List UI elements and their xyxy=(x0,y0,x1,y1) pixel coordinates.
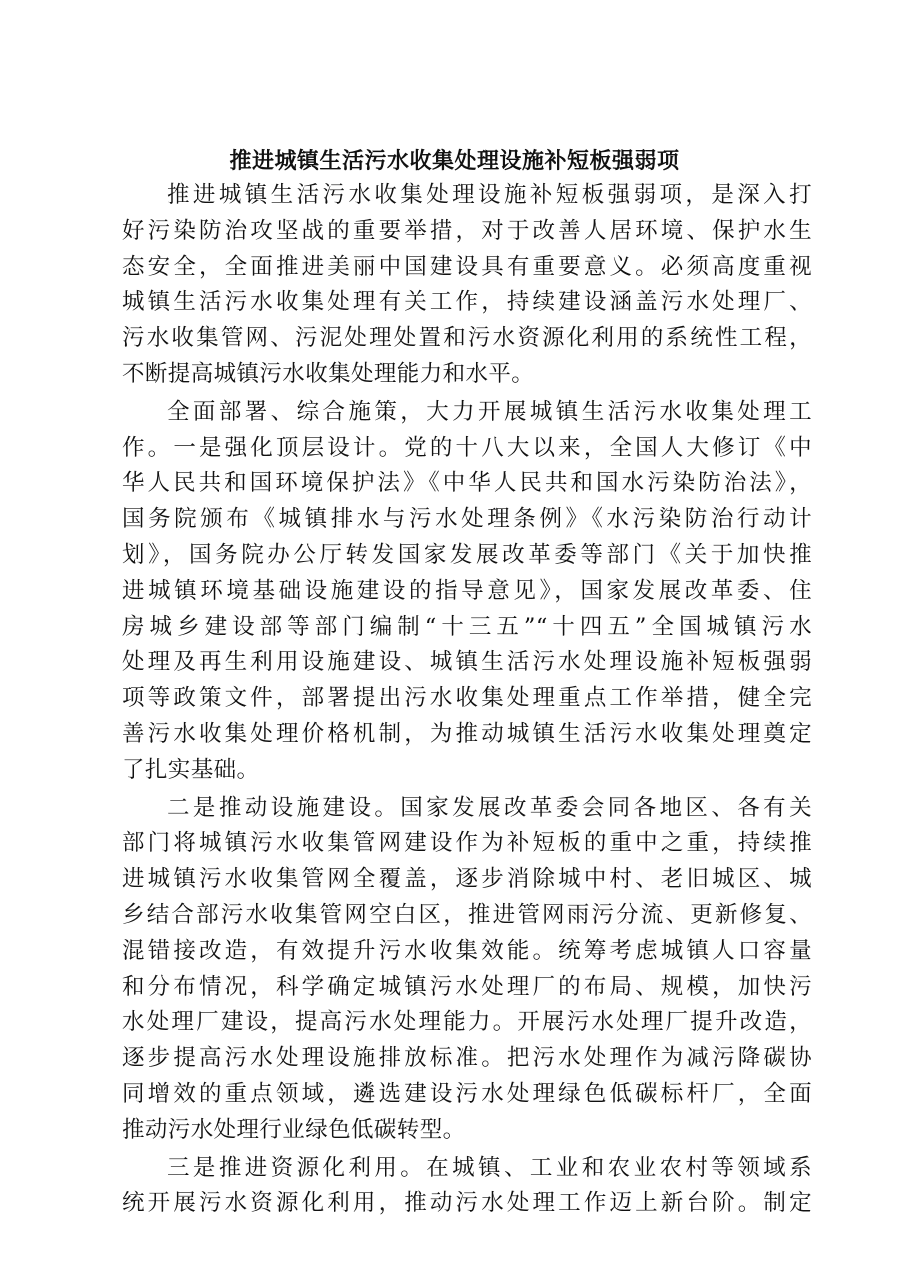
text-line: 和分布情况，科学确定城镇污水处理厂的布局、规模，加快污 xyxy=(122,973,812,1000)
text-line: 好污染防治攻坚战的重要举措，对于改善人居环境、保护水生 xyxy=(122,217,812,244)
text-line: 城镇生活污水收集处理有关工作，持续建设涵盖污水处理厂、 xyxy=(122,289,812,316)
text-line: 划》，国务院办公厅转发国家发展改革委等部门《关于加快推 xyxy=(122,541,812,568)
paragraph-1 xyxy=(122,178,812,393)
text-line: 作。一是强化顶层设计。党的十八大以来，全国人大修订《中 xyxy=(122,434,812,461)
text-line: 项等政策文件，部署提出污水收集处理重点工作举措，健全完 xyxy=(122,685,812,712)
text-line: 房城乡建设部等部门编制“十三五”“十四五”全国城镇污水 xyxy=(122,613,812,640)
text-line: 乡结合部污水收集管网空白区，推进管网雨污分流、更新修复、 xyxy=(122,901,812,928)
paragraph-2 xyxy=(122,395,812,789)
text-line: 三是推进资源化利用。在城镇、工业和农业农村等领域系 xyxy=(167,1154,812,1181)
text-line: 逐步提高污水处理设施排放标准。把污水处理作为减污降碳协 xyxy=(122,1045,812,1072)
text-line: 污水收集管网、污泥处理处置和污水资源化利用的系统性工程， xyxy=(122,325,812,352)
text-line: 同增效的重点领域，遴选建设污水处理绿色低碳标杆厂，全面 xyxy=(122,1080,812,1107)
text-line: 了扎实基础。 xyxy=(122,756,260,783)
text-line: 华人民共和国环境保护法》《中华人民共和国水污染防治法》， xyxy=(122,470,812,497)
text-line: 部门将城镇污水收集管网建设作为补短板的重中之重，持续推 xyxy=(122,830,812,857)
paragraph-4 xyxy=(122,1151,812,1223)
text-line: 混错接改造，有效提升污水收集效能。统筹考虑城镇人口容量 xyxy=(122,937,812,964)
text-line: 推动污水处理行业绿色低碳转型。 xyxy=(122,1116,466,1143)
text-line: 态安全，全面推进美丽中国建设具有重要意义。必须高度重视 xyxy=(122,253,812,280)
text-line: 全面部署、综合施策，大力开展城镇生活污水收集处理工 xyxy=(167,398,812,425)
document-title: 推进城镇生活污水收集处理设施补短板强弱项 xyxy=(229,148,680,174)
text-line: 善污水收集处理价格机制，为推动城镇生活污水收集处理奠定 xyxy=(122,720,812,747)
text-line: 统开展污水资源化利用，推动污水处理工作迈上新台阶。制定 xyxy=(122,1190,812,1217)
text-line: 进城镇环境基础设施建设的指导意见》，国家发展改革委、住 xyxy=(122,577,812,604)
document-body xyxy=(122,178,812,1224)
text-line: 处理及再生利用设施建设、城镇生活污水处理设施补短板强弱 xyxy=(122,649,812,676)
paragraph-3 xyxy=(122,791,812,1149)
text-line: 不断提高城镇污水收集处理能力和水平。 xyxy=(122,360,535,387)
text-line: 二是推动设施建设。国家发展改革委会同各地区、各有关 xyxy=(167,794,812,821)
text-line: 水处理厂建设，提高污水处理能力。开展污水处理厂提升改造， xyxy=(122,1009,812,1036)
text-line: 进城镇污水收集管网全覆盖，逐步消除城中村、老旧城区、城 xyxy=(122,866,812,893)
text-line: 推进城镇生活污水收集处理设施补短板强弱项，是深入打 xyxy=(167,182,812,208)
text-line: 国务院颁布《城镇排水与污水处理条例》《水污染防治行动计 xyxy=(122,506,812,533)
